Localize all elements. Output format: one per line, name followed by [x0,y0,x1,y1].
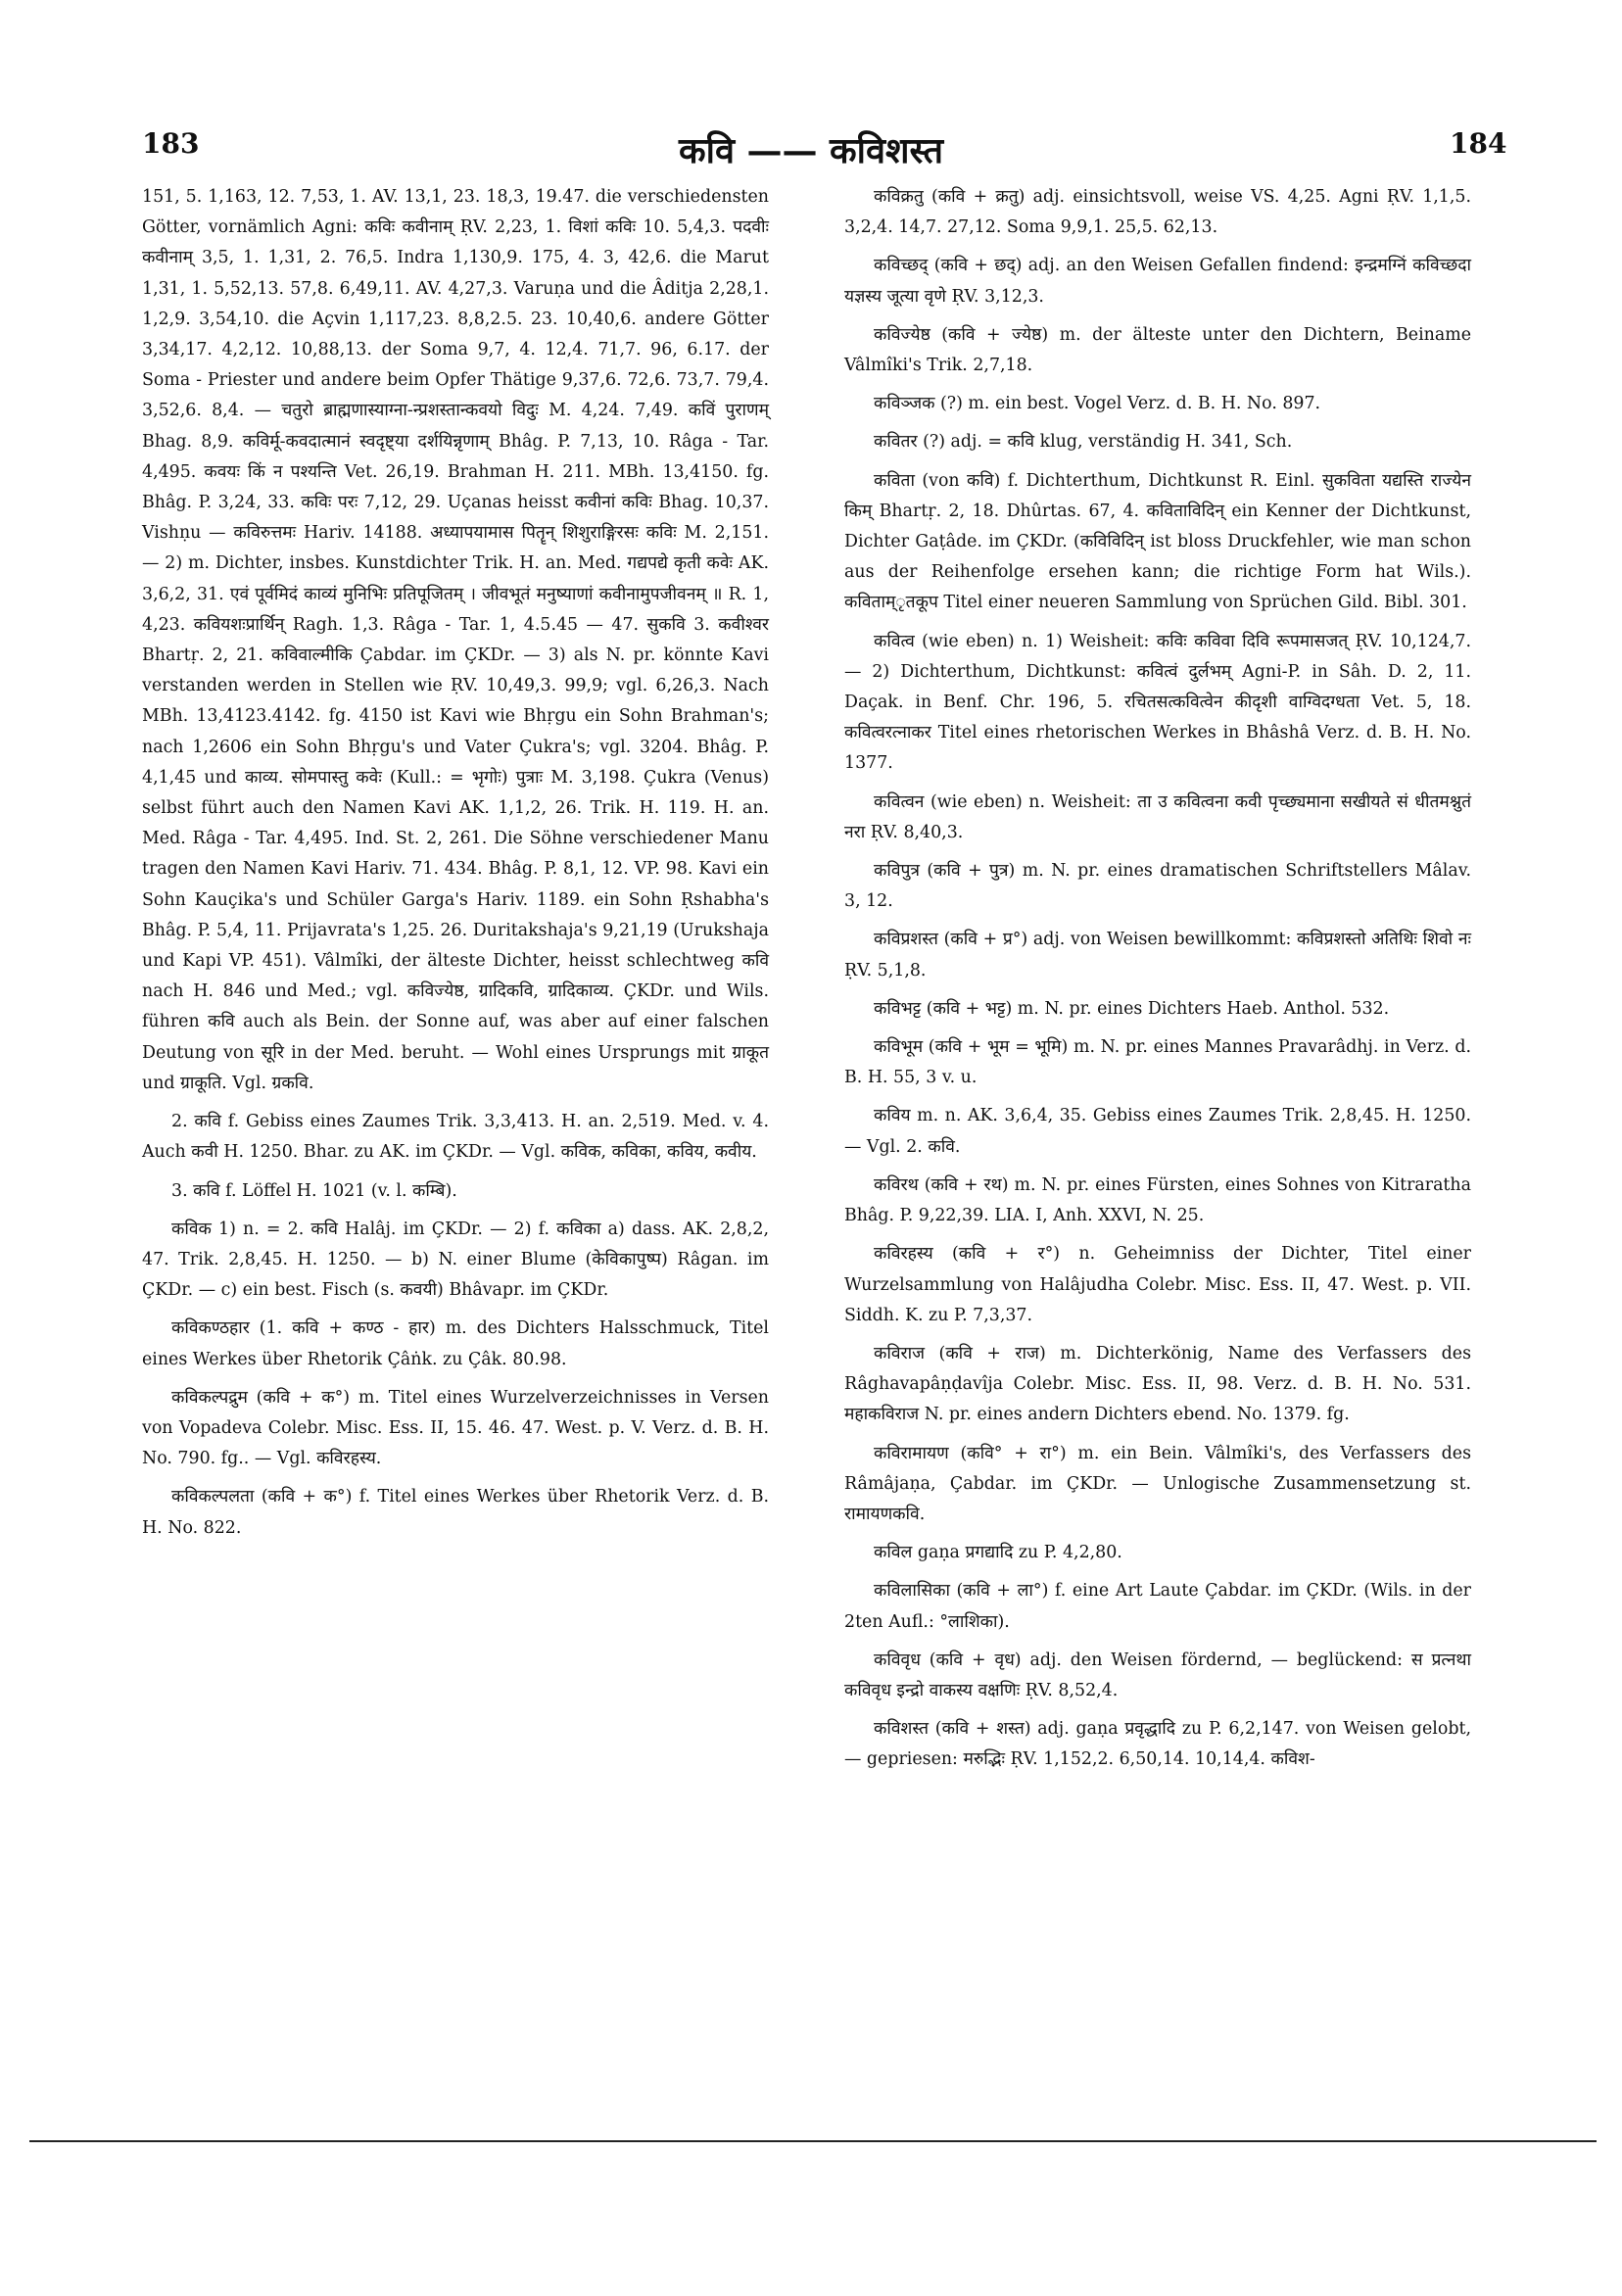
dictionary-entry: कविशस्त (कवि + शस्त) adj. gaṇa प्रवृद्धादि zu P. 6,2,147. von Weisen gelobt, — gepriesen: मरुद्भिः ṚV. 1,152,2. 6,50,14. 10,14,4. कविश- [844,1719,1471,1770]
dictionary-entry: कविभट्ट (कवि + भट्ट) m. N. pr. eines Dichters Haeb. Anthol. 532. [874,998,1390,1019]
dictionary-entry: कविक्रतु (कवि + क्रतु) adj. einsichtsvoll, weise VS. 4,25. Agni ṚV. 1,1,5. 3,2,4. 14,7. 27,12. Soma 9,9,1. 25,5. 62,13. [844,187,1471,238]
dictionary-entry: कविरामायण (कवि° + रा°) m. ein Bein. Vâlmîki's, des Verfassers des Râmâjaṇa, Çabdar. im ÇKDr. — Unlogische Zusammensetzung st. रामायणकवि. [844,1443,1471,1524]
dictionary-entry: 151, 5. 1,163, 12. 7,53, 1. AV. 13,1, 23. 18,3, 19.47. die verschiedensten Götter, vornämlich Agni: कविः कवीनाम् ṚV. 2,23, 1. विशां कविः 10. 5,4,3. पदवीः कवीनाम् 3,5, 1. 1,31, 2. 76,5. Indra 1,130,9. 175, 4. 3, 42,6. die Marut 1,31, 1. 5,52,13. 57,8. 6,49,11. AV. 4,27,3. Varuṇa und die Âditja 2,28,1. 1,2,9. 3,54,10. die Açvin 1,117,23. 8,8,2.5. 23. 10,40,6. andere Götter 3,34,17. 4,2,12. 10,88,13. der Soma 9,7, 4. 12,4. 71,7. 96, 6.17. der Soma - Priester und andere beim Opfer Thätige 9,37,6. 72,6. 73,7. 79,4. 3,52,6. 8,4. — चतुरो ब्राह्मणास्याग्ना-न्प्रशस्तान्कवयो विदुः M. 4,24. 7,49. कविं पुराणम् Bhag. 8,9. कविर्मू-कवदात्मानं स्वदृष्ट्या दर्शयिन्नृणाम् Bhâg. P. 7,13, 10. Râga - Tar. 4,495. कवयः किं न पश्यन्ति Vet. 26,19. Brahman H. 211. MBh. 13,4150. fg. Bhâg. P. 3,24, 33. कविः परः 7,12, 29. Uçanas heisst कवीनां कविः Bhag. 10,37. Vishṇu — कविरुत्तमः Hariv. 14188. अध्यापयामास पितॄन् शिशुराङ्गिरसः कविः M. 2,151. — 2) m. Dichter, insbes. Kunstdichter Trik. H. an. Med. गद्यपद्ये कृती कवेः AK. 3,6,2, 31. एवं पूर्वमिदं काव्यं मुनिभिः प्रतिपूजितम् । जीवभूतं मनुष्याणां कवीनामुपजीवनम् ॥ R. 1, 4,23. कवियशःप्रार्थिन् Ragh. 1,3. Râga - Tar. 1, 4.5.45 — 47. सुकवि 3. कवीश्वर Bhartṛ. 2, 21. कविवाल्मीकि Çabdar. im ÇKDr. — 3) als N. pr. könnte Kavi verstanden werden in Stellen wie ṚV. 10,49,3. 99,9; vgl. 6,26,3. Nach MBh. 13,4123.4142. fg. 4150 ist Kavi wie Bhṛgu ein Sohn Brahman's; nach 1,2606 ein Sohn Bhṛgu's und Vater Çukra's; vgl. 3204. Bhâg. P. 4,1,45 und काव्य. सोमपास्तु कवेः (Kull.: = भृगोः) पुत्राः M. 3,198. Çukra (Venus) selbst führt auch den Namen Kavi AK. 1,1,2, 26. Trik. H. 119. H. an. Med. Râga - Tar. 4,495. Ind. St. 2, 261. Die Söhne verschiedener Manu tragen den Namen Kavi Hariv. 71. 434. Bhâg. P. 8,1, 12. VP. 98. Kavi ein Sohn Kauçika's und Schüler Garga's Hariv. 1189. ein Sohn Ṛshabha's Bhâg. P. 5,4, 11. Prijavrata's 1,25. 26. Duritakshaja's 9,21,19 (Urukshaja und Kapi VP. 451). Vâlmîki, der älteste Dichter, heisst schlechtweg कवि nach H. 846 und Med.; vgl. कविज्येष्ठ, ग्रादिकवि, ग्रादिकाव्य. ÇKDr. und Wils. führen कवि auch als Bein. der Sonne auf, was aber auf einer falschen Deutung von सूरि in der Med. beruht. — Wohl eines Ursprungs mit ग्राकूत und ग्राकूति. Vgl. ग्रकवि. [142,187,769,1093]
dictionary-entry: कविञ्जक (?) m. ein best. Vogel Verz. d. B. H. No. 897. [874,394,1321,414]
dictionary-entry: कविभूम (कवि + भूम = भूमि) m. N. pr. eines Mannes Pravarâdhj. in Verz. d. B. H. 55, 3 v. u. [844,1037,1471,1088]
dictionary-entry: कविक 1) n. = 2. कवि Halâj. im ÇKDr. — 2) f. कविका a) dass. AK. 2,8,2, 47. Trik. 2,8,45. H. 1250. — b) N. einer Blume (केविकापुष्प) Râgan. im ÇKDr. — c) ein best. Fisch (s. कवयी) Bhâvapr. im ÇKDr. [142,1219,769,1301]
dictionary-entry: कविपुत्र (कवि + पुत्र) m. N. pr. eines dramatischen Schriftstellers Mâlav. 3, 12. [844,861,1471,912]
dictionary-entry: कवित्व (wie eben) n. 1) Weisheit: कविः कविवा दिवि रूपमासजत् ṚV. 10,124,7. — 2) Dichterthum, Dichtkunst: कवित्वं दुर्लभम् Agni-P. in Sâh. D. 2, 11. Daçak. in Benf. Chr. 196, 5. रचितसत्कवित्वेन कीदृशी वाग्विदग्धता Vet. 5, 18. कवित्वरत्नाकर Titel eines rhetorischen Werkes in Bhâshâ Verz. d. B. H. No. 1377. [844,631,1471,774]
dictionary-entry: कविकल्पद्रुम (कवि + क°) m. Titel eines Wurzelverzeichnisses in Versen von Vopadeva Colebr. Misc. Ess. II, 15. 46. 47. West. p. V. Verz. d. B. H. No. 790. fg.. — Vgl. कविरहस्य. [142,1387,769,1469]
dictionary-entry: कविय m. n. AK. 3,6,4, 35. Gebiss eines Zaumes Trik. 2,8,45. H. 1250. — Vgl. 2. कवि. [844,1106,1471,1157]
dictionary-entry: कविता (von कवि) f. Dichterthum, Dichtkunst R. Einl. सुकविता यद्यस्ति राज्येन किम् Bhartṛ. 2, 18. Dhûrtas. 67, 4. कविताविदिन् ein Kenner der Dichtkunst, Dichter Gaṭâde. im ÇKDr. (कविविदिन् ist bloss Druckfehler, wie man schon aus der Reihenfolge ersehen kann; die richtige Form hat Wils.). कविताम्ृतकूप Titel einer neueren Sammlung von Sprüchen Gild. Bibl. 301. [844,470,1471,613]
dictionary-entry: कविराज (कवि + राज) m. Dichterkönig, Name des Verfassers des Râghavapâṇḍavîja Colebr. Misc. Ess. II, 98. Verz. d. B. H. No. 531. महाकविराज N. pr. eines andern Dichters ebend. No. 1379. fg. [844,1343,1471,1425]
dictionary-entry: कविलासिका (कवि + ला°) f. eine Art Laute Çabdar. im ÇKDr. (Wils. in der 2ten Aufl.: °लाशिका). [844,1581,1471,1632]
dictionary-entry: कविरहस्य (कवि + र°) n. Geheimniss der Dichter, Titel einer Wurzelsammlung von Halâjudha Colebr. Misc. Ess. II, 47. West. p. VII. Siddh. K. zu P. 7,3,37. [844,1244,1471,1325]
page-number-right: 184 [1450,127,1507,160]
page-number-left: 183 [142,127,200,160]
dictionary-entry: कविवृध (कवि + वृध) adj. den Weisen fördernd, — beglückend: स प्रत्नथा कविवृध इन्द्रो वाकस्य वक्षणिः ṚV. 8,52,4. [844,1650,1471,1700]
dictionary-entry: 2. कवि f. Gebiss eines Zaumes Trik. 3,3,413. H. an. 2,519. Med. v. 4. Auch कवी H. 1250. Bhar. zu AK. im ÇKDr. — Vgl. कविक, कविका, कविय, कवीय. [142,1112,769,1163]
dictionary-entry: कविज्येष्ठ (कवि + ज्येष्ठ) m. der älteste unter den Dichtern, Beiname Vâlmîki's Trik. 2,7,18. [844,324,1471,376]
page-headwords: कवि —— कविशस्त [678,130,944,171]
dictionary-entry: कवित्वन (wie eben) n. Weisheit: ता उ कवित्वना कवी पृच्छ्यमाना सखीयते सं धीतमश्नुतं नरा ṚV. 8,40,3. [844,791,1471,842]
dictionary-entry: कविच्छद् (कवि + छद्) adj. an den Weisen Gefallen findend: इन्द्रमग्निं कविच्छदा यज्ञस्य जूत्या वृणे ṚV. 3,12,3. [844,256,1471,307]
bottom-rule [29,2140,1597,2142]
dictionary-entry: कविकल्पलता (कवि + क°) f. Titel eines Werkes über Rhetorik Verz. d. B. H. No. 822. [142,1487,769,1538]
dictionary-entry: कवितर (?) adj. = कवि klug, verständig H. 341, Sch. [874,432,1293,453]
dictionary-entry: कविल gaṇa प्रगद्यादि zu P. 4,2,80. [874,1543,1122,1563]
dictionary-entry: कविकण्ठहार (1. कवि + कण्ठ - हार) m. des Dichters Halsschmuck, Titel eines Werkes über Rhetorik Çâṅk. zu Çâk. 80.98. [142,1318,769,1369]
dictionary-entry: कविरथ (कवि + रथ) m. N. pr. eines Fürsten, eines Sohnes von Kitraratha Bhâg. P. 9,22,39. LIA. I, Anh. XXVI, N. 25. [844,1174,1471,1226]
dictionary-entry: कविप्रशस्त (कवि + प्र°) adj. von Weisen bewillkommt: कविप्रशस्तो अतिथिः शिवो नः ṚV. 5,1,8. [844,930,1471,981]
right-column [844,182,1471,1784]
dictionary-entry: 3. कवि f. Löffel H. 1021 (v. l. कम्बि). [171,1180,457,1201]
left-column [142,182,769,1552]
